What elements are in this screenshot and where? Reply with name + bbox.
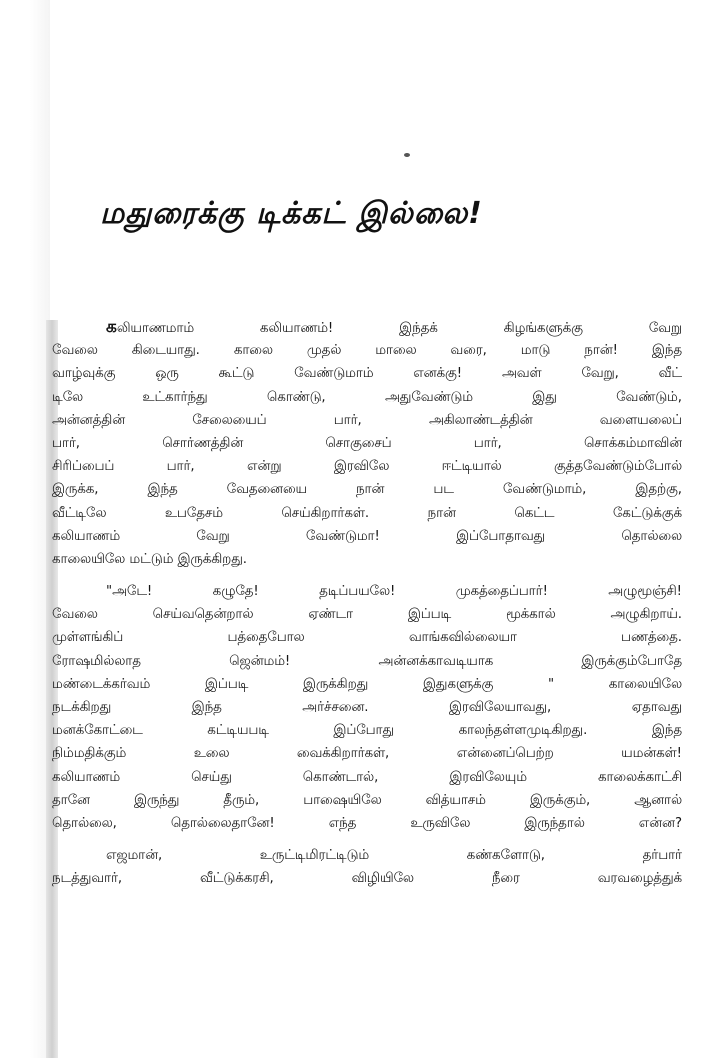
text-line: நடத்துவார், வீட்டுக்கரசி, விழியிலே நீரை வரவழைத்துக் <box>52 871 682 887</box>
chapter-title: மதுரைக்கு டிக்கட் இல்லை! <box>100 196 483 231</box>
text-line: நிம்மதிக்கும் உலை வைக்கிறார்கள், என்னைப்பெற்ற யமன்கள்! <box>52 746 682 762</box>
text-line: வேலை செய்வதென்றால் ஏண்டா இப்படி மூக்கால் அழுகிறாய். <box>52 607 682 623</box>
text-line: பார், சொர்ணத்தின் சொகுசைப் பார், சொக்கம்மாவின் <box>52 435 682 451</box>
text-line: இருக்க, இந்த வேதனையை நான் பட வேண்டுமாம், இதற்கு, <box>52 482 682 498</box>
paragraph-2 <box>52 580 682 835</box>
text-line: எஜமான், உருட்டிமிரட்டிடும் கண்களோடு, தர்பார் <box>106 848 682 864</box>
text-line: அன்னத்தின் சேலையைப் பார், அகிலாண்டத்தின் வளையலைப் <box>52 412 682 428</box>
paragraph-1 <box>52 316 682 571</box>
text-line: கலியாணம் செய்து கொண்டால், இரவிலேயும் காலைக்காட்சி <box>52 769 682 785</box>
drop-cap: க <box>106 317 117 337</box>
text-line: கலியாணம் வேறு வேண்டுமா! இப்போதாவது தொல்லை <box>52 528 682 544</box>
text-line: ரோஷமில்லாத ஜென்மம்! அன்னக்காவடியாக இருக்கும்போதே <box>52 653 682 669</box>
text-line: முள்ளங்கிப் பத்தைபோல வாங்கவில்லையா பணத்தை. <box>52 630 682 646</box>
chapter-body <box>52 316 682 1046</box>
text-line: சிரிப்பைப் பார், என்று இரவிலே ஈட்டியால் குத்தவேண்டும்போல் <box>52 459 682 475</box>
text-line: "அடே! கழுதே! தடிப்பயலே! முகத்தைப்பார்! அழுமூஞ்சி! <box>106 584 682 600</box>
text-line: தொல்லை, தொல்லைதானே! எந்த உருவிலே இருந்தால் என்ன? <box>52 815 682 831</box>
text-line: மனக்கோட்டை கட்டியபடி இப்போது காலந்தள்ளமுடிகிறது. இந்த <box>52 723 682 739</box>
text-line: கலியாணமாம் கலியாணம்! இந்தக் கிழங்களுக்கு வேறு <box>106 317 682 337</box>
scan-speck <box>404 153 410 157</box>
text-line: நடக்கிறது இந்த அர்ச்சனை. இரவிலேயாவது, ஏதாவது <box>52 700 682 715</box>
scan-margin-shade <box>0 0 50 1058</box>
text-line: தானே இருந்து தீரும், பாஷையிலே வித்யாசம் இருக்கும், ஆனால் <box>52 792 682 808</box>
text-line: வீட்டிலே உபதேசம் செய்கிறார்கள். நான் கெட்ட கேட்டுக்குக் <box>52 505 682 521</box>
text-line: மண்டைக்கர்வம் இப்படி இருக்கிறது இதுகளுக்கு " காலையிலே <box>52 676 682 692</box>
text-line: காலையிலே மட்டும் இருக்கிறது. <box>52 551 247 567</box>
text-line: டிலே உட்கார்ந்து கொண்டு, அதுவேண்டும் இது வேண்டும், <box>52 389 682 405</box>
text-line: வேலை கிடையாது. காலை முதல் மாலை வரை, மாடு நான்! இந்த <box>52 343 682 359</box>
paragraph-3 <box>52 844 682 890</box>
text-line: வாழ்வுக்கு ஒரு கூட்டு வேண்டுமாம் எனக்கு! அவள் வேறு, வீட் <box>52 366 682 382</box>
